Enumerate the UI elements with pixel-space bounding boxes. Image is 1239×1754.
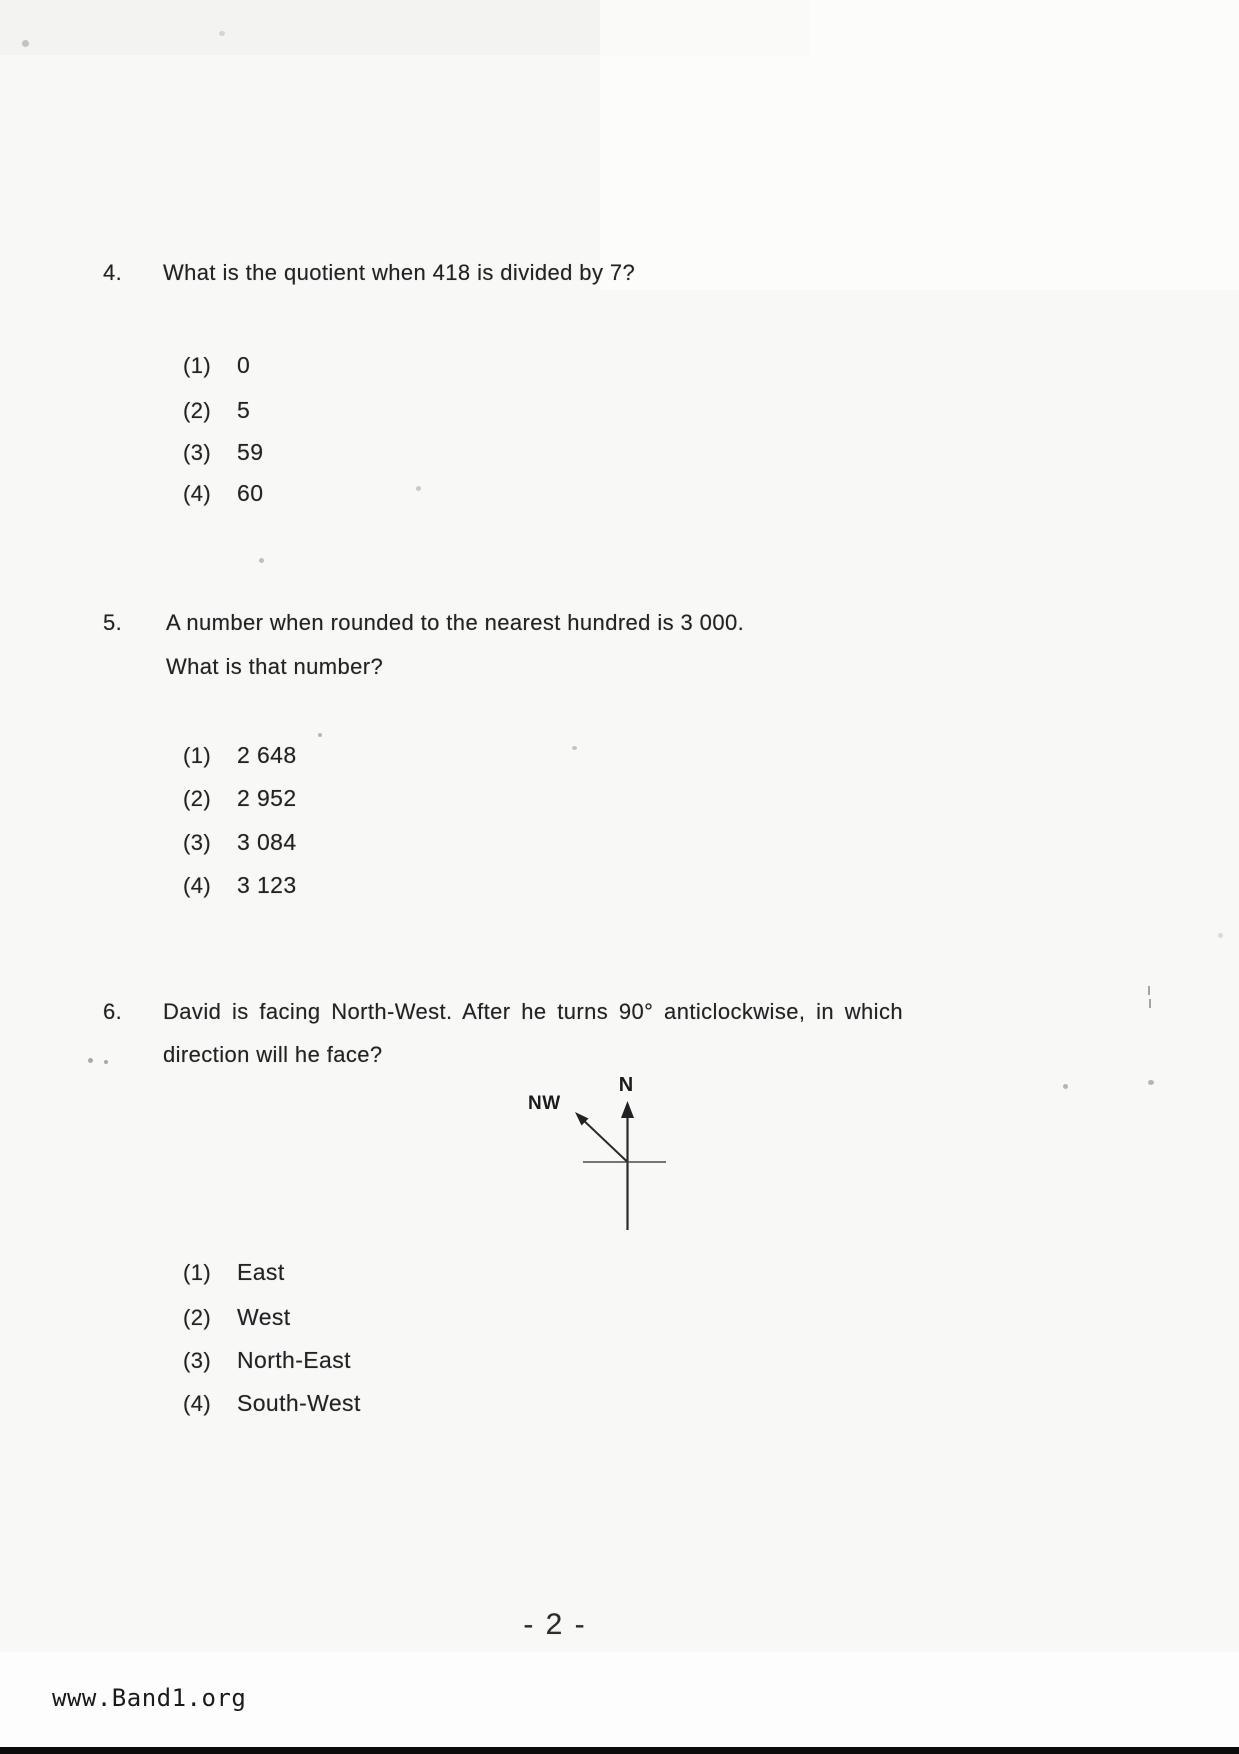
northwest-arrow-line [580, 1117, 628, 1162]
option-value: 59 [237, 439, 264, 465]
option-value: South-West [237, 1390, 361, 1416]
question-6-option-1 [183, 1257, 285, 1287]
option-label: (3) [183, 440, 212, 465]
question-4-option-3 [183, 437, 263, 467]
option-label: (1) [183, 353, 212, 378]
option-value: North-East [237, 1347, 351, 1373]
scan-speck [88, 1058, 93, 1063]
scan-speck [416, 486, 421, 491]
scan-speck [1218, 933, 1223, 938]
option-value: 60 [237, 480, 264, 506]
scan-dash-mark [1148, 986, 1150, 995]
scan-speck [259, 558, 264, 563]
option-label: (2) [183, 1305, 212, 1330]
page-number: - 2 - [523, 1608, 587, 1641]
scan-speck [1148, 1080, 1154, 1085]
option-label: (3) [183, 830, 212, 855]
question-5-option-4 [183, 870, 297, 900]
question-5-text-line-2: What is that number? [166, 654, 384, 679]
compass-diagram [495, 1040, 735, 1240]
option-label: (2) [183, 398, 212, 423]
scan-speck [572, 746, 577, 750]
option-value: 3 084 [237, 829, 297, 855]
question-5-number: 5. [103, 610, 123, 635]
question-4-text: What is the quotient when 418 is divided by 7? [163, 260, 636, 285]
scan-speck [104, 1060, 108, 1064]
footer-website-text: www.Band1.org [52, 1684, 247, 1712]
question-4-option-1 [183, 350, 250, 380]
north-label: N [618, 1074, 634, 1096]
option-label: (1) [183, 743, 212, 768]
option-label: (3) [183, 1348, 212, 1373]
scan-speck [318, 733, 322, 737]
question-5-option-3 [183, 827, 297, 857]
scan-speck [219, 31, 225, 36]
question-6-option-3 [183, 1345, 351, 1375]
question-6-option-4 [183, 1388, 361, 1418]
question-6-text-line-2: direction will he face? [163, 1042, 383, 1067]
bottom-black-bar [0, 1747, 1239, 1754]
question-6-number: 6. [103, 999, 123, 1024]
option-value: 2 648 [237, 742, 297, 768]
scan-speck [1063, 1084, 1068, 1089]
question-4-number: 4. [103, 260, 123, 285]
scan-dash-mark [1149, 999, 1151, 1008]
north-arrowhead-icon [621, 1101, 634, 1118]
option-label: (4) [183, 1391, 212, 1416]
option-label: (2) [183, 786, 212, 811]
option-value: 2 952 [237, 785, 297, 811]
option-value: 5 [237, 397, 251, 423]
scan-speck [22, 40, 29, 47]
question-6-text-line-1: David is facing North-West. After he turns 90° anticlockwise, in which [163, 999, 903, 1024]
question-5-option-2 [183, 783, 297, 813]
option-value: 0 [237, 352, 251, 378]
option-label: (4) [183, 481, 212, 506]
scan-light-patch [600, 0, 1239, 290]
option-label: (1) [183, 1260, 212, 1285]
northwest-label: NW [528, 1093, 561, 1114]
option-value: 3 123 [237, 872, 297, 898]
option-value: East [237, 1259, 285, 1285]
question-6-option-2 [183, 1302, 291, 1332]
option-label: (4) [183, 873, 212, 898]
question-4-option-4 [183, 478, 263, 508]
question-4-option-2 [183, 395, 250, 425]
option-value: West [237, 1304, 291, 1330]
question-5-option-1 [183, 740, 297, 770]
question-5-text-line-1: A number when rounded to the nearest hundred is 3 000. [166, 610, 745, 635]
